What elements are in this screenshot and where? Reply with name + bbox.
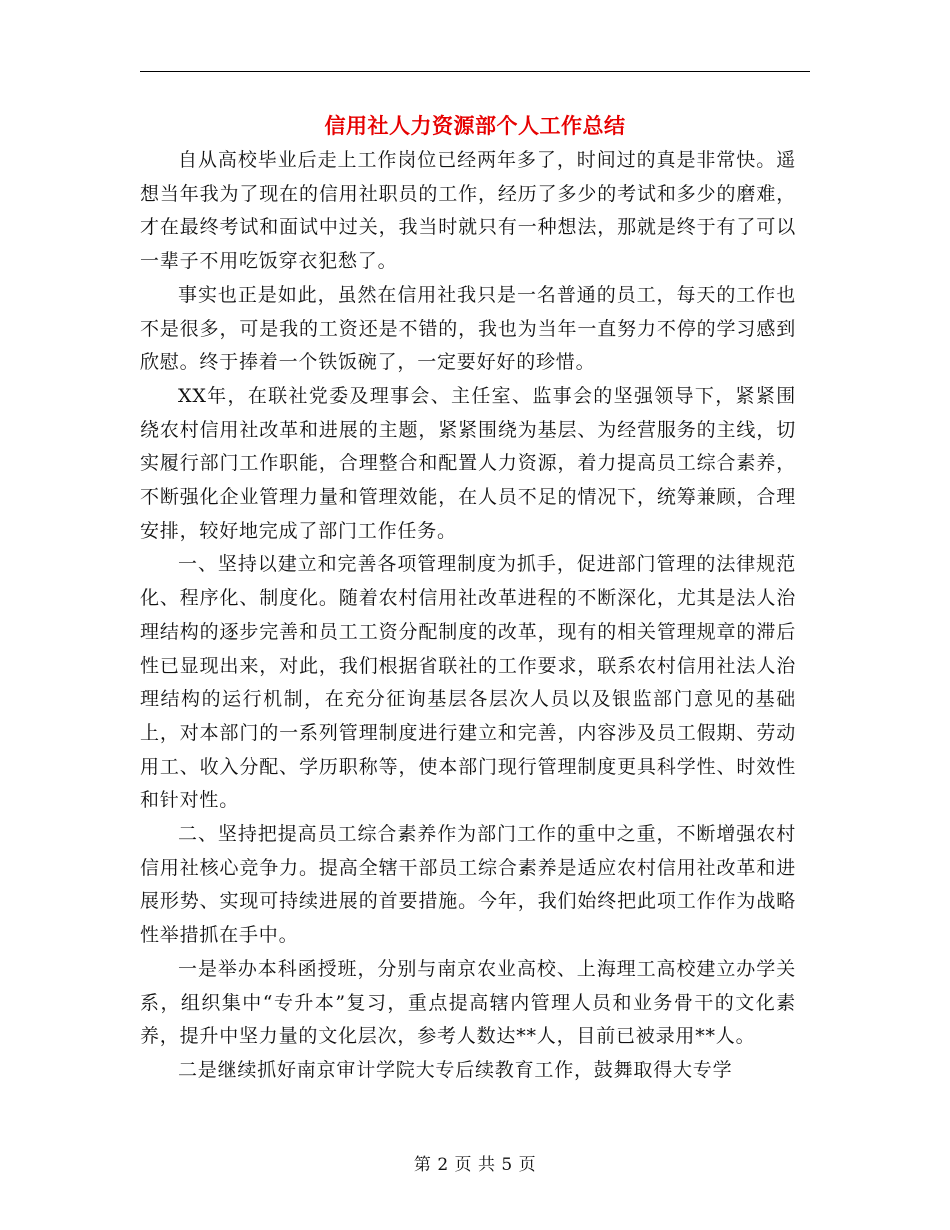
paragraph: 一、坚持以建立和完善各项管理制度为抓手，促进部门管理的法律规范化、程序化、制度化。随着农村信用社改革进程的不断深化，尤其是法人治理结构的逐步完善和员工工资分配制度的改革，现有的相关管理规章的滞后性已显现出来，对此，我们根据省联社的工作要求，联系农村信用社法人治理结构的运行机制，在充分征询基层各层次人员以及银监部门意见的基础上，对本部门的一系列管理制度进行建立和完善，内容涉及员工假期、劳动用工、收入分配、学历职称等，使本部门现行管理制度更具科学性、时效性和针对性。 (140, 553, 796, 812)
header-rule (140, 71, 810, 72)
page-number: 第 2 页 共 5 页 (413, 1155, 537, 1175)
document-body (140, 144, 796, 1088)
paragraph: 一是举办本科函授班，分别与南京农业高校、上海理工高校建立办学关系，组织集中“专升本”复习，重点提高辖内管理人员和业务骨干的文化素养，提升中坚力量的文化层次，参考人数达**人，目前已被录用**人。 (140, 957, 796, 1048)
paragraph: 二是继续抓好南京审计学院大专后续教育工作，鼓舞取得大专学 (178, 1058, 733, 1081)
paragraph: 二、坚持把提高员工综合素养作为部门工作的重中之重，不断增强农村信用社核心竞争力。提高全辖干部员工综合素养是适应农村信用社改革和进展形势、实现可持续进展的首要措施。今年，我们始终把此项工作作为战略性举措抓在手中。 (140, 823, 796, 947)
document-title: 信用社人力资源部个人工作总结 (324, 114, 626, 138)
paragraph: 自从高校毕业后走上工作岗位已经两年多了，时间过的真是非常快。遥想当年我为了现在的信用社职员的工作，经历了多少的考试和多少的磨难，才在最终考试和面试中过关，我当时就只有一种想法，那就是终于有了可以一辈子不用吃饭穿衣犯愁了。 (140, 149, 796, 273)
paragraph: 事实也正是如此，虽然在信用社我只是一名普通的员工，每天的工作也不是很多，可是我的工资还是不错的，我也为当年一直努力不停的学习感到欣慰。终于捧着一个铁饭碗了，一定要好好的珍惜。 (140, 283, 796, 374)
paragraph: XX年，在联社党委及理事会、主任室、监事会的坚强领导下，紧紧围绕农村信用社改革和进展的主题，紧紧围绕为基层、为经营服务的主线，切实履行部门工作职能，合理整合和配置人力资源，着力提高员工综合素养，不断强化企业管理力量和管理效能，在人员不足的情况下，统筹兼顾，合理安排，较好地完成了部门工作任务。 (140, 384, 796, 542)
